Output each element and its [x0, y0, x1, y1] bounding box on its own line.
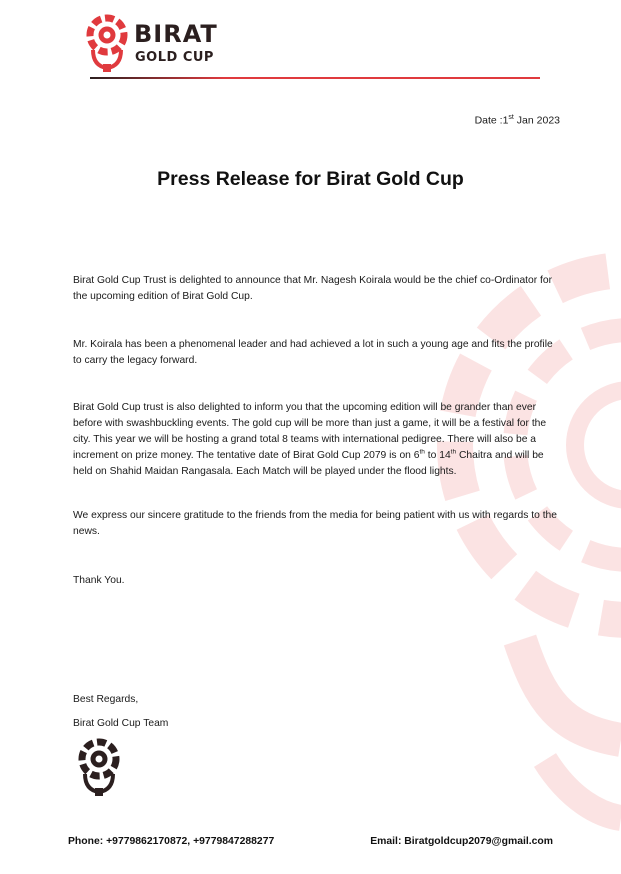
signature-team-name: Birat Gold Cup Team	[73, 718, 169, 729]
paragraph-koirala: Mr. Koirala has been a phenomenal leader and had achieved a lot in such a young age and fits the profile to carry the legacy forward.	[73, 339, 553, 366]
ordinal-sup: th	[450, 448, 457, 456]
footer-email: Email: Biratgoldcup2079@gmail.com	[370, 836, 553, 847]
logo-wordmark: BIRAT	[134, 20, 218, 48]
paragraph-event-details-part-b: to 14	[424, 450, 451, 461]
ordinal-sup: th	[419, 448, 425, 456]
date-line	[475, 114, 560, 127]
footer-phone: Phone: +9779862170872, +9779847288277	[68, 836, 275, 847]
closing-thanks: Thank You.	[73, 575, 125, 586]
brand-logo	[84, 14, 218, 76]
trophy-emblem-icon	[84, 14, 130, 76]
closing-regards: Best Regards,	[73, 694, 139, 705]
paragraph-gratitude: We express our sincere gratitude to the friends from the media for being patient with us with regards to the news.	[73, 510, 558, 537]
header-divider	[90, 77, 540, 79]
date-rest: Jan 2023	[513, 114, 560, 127]
date-prefix: Date :1	[474, 114, 509, 127]
paragraph-event-details-part-c: Chaitra and will be held on Shahid Maidan Rangasala. Each Match will be played under the flood lights.	[73, 450, 544, 477]
logo-subtitle: GOLD CUP	[135, 50, 214, 65]
paragraph-event-details-part-a: Birat Gold Cup trust is also delighted to inform you that the upcoming edition will be grander than ever before with swashbuckling events. The gold cup will be more than just a game, it will be a festival for the city. This year we will be hosting a grand total 8 teams with international pedigree. There will also be a increment on prize money. The tentative date of Birat Gold Cup 2079 is on 6	[73, 402, 547, 461]
signature-emblem-icon	[76, 738, 122, 800]
page-title: Press Release for Birat Gold Cup	[157, 168, 464, 190]
date-ordinal: st	[508, 114, 514, 121]
paragraph-event-details	[73, 400, 563, 480]
paragraph-announcement: Birat Gold Cup Trust is delighted to announce that Mr. Nagesh Koirala would be the chief co-Ordinator for the upcoming edition of Birat Gold Cup.	[73, 275, 553, 302]
